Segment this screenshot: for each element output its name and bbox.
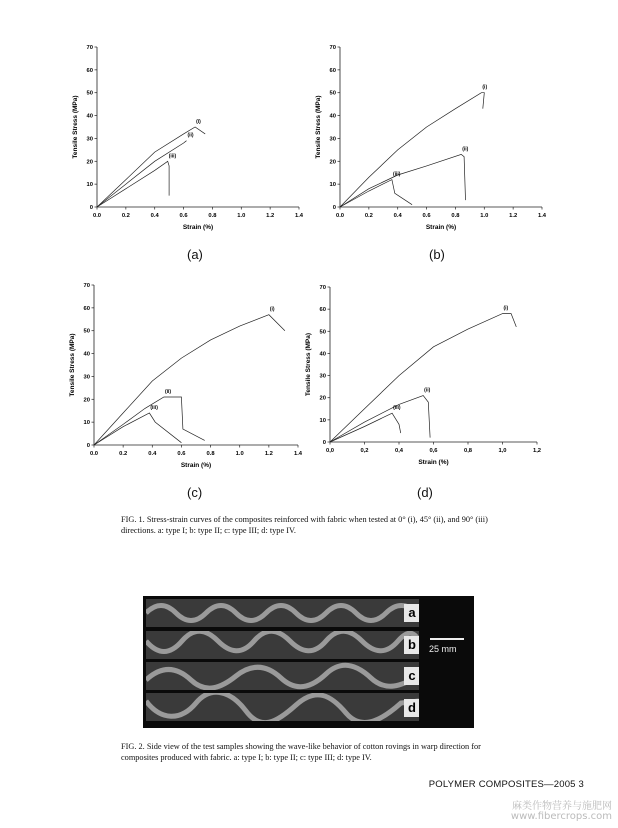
watermark-text: 麻类作物营养与施肥网 [512, 801, 612, 812]
series-label-3: (iii) [168, 153, 177, 160]
strip-label-d: d [404, 699, 419, 717]
x-tick-label: 0.6 [177, 451, 186, 457]
x-axis-title: Strain (%) [418, 459, 449, 466]
x-tick-label: 1.4 [293, 451, 303, 457]
y-tick-label: 40 [329, 113, 336, 120]
journal-footer: POLYMER COMPOSITES—2005 3 [428, 779, 584, 790]
x-tick-label: 1.0 [235, 451, 244, 457]
series-label-3: (iii) [392, 171, 401, 178]
x-tick-label: 1.2 [509, 213, 518, 219]
series-line-3 [330, 413, 401, 442]
x-tick-label: 1.4 [537, 213, 547, 219]
watermark-url: www.fibercrops.com [510, 811, 612, 822]
y-tick-label: 0 [332, 205, 336, 211]
y-axis-title: Tensile Stress (MPa) [315, 95, 322, 159]
x-tick-label: 1.4 [294, 213, 304, 219]
y-tick-label: 30 [83, 374, 90, 381]
series-label-3: (iii) [393, 405, 401, 412]
x-tick-label: 0.8 [451, 213, 460, 219]
y-tick-label: 10 [86, 182, 93, 189]
y-tick-label: 20 [329, 159, 336, 166]
x-tick-label: 0.4 [148, 451, 157, 457]
strip-label-b: b [404, 636, 419, 654]
x-tick-label: 0.2 [364, 213, 373, 219]
y-tick-label: 0 [86, 443, 90, 449]
x-tick-label: 0.8 [208, 213, 217, 219]
series-line-1 [330, 314, 516, 442]
strip-label-c: c [404, 667, 419, 685]
x-tick-label: 0.6 [422, 213, 431, 219]
x-tick-label: 0.4 [150, 213, 159, 219]
series-line-2 [94, 397, 205, 445]
y-axis-title: Tensile Stress (MPa) [305, 332, 312, 397]
x-tick-label: 0.8 [206, 451, 215, 457]
y-tick-label: 70 [86, 45, 93, 51]
series-label-2: (ii) [187, 132, 194, 139]
x-tick-label: 0,4 [394, 448, 404, 454]
y-tick-label: 60 [319, 307, 326, 314]
y-tick-label: 50 [329, 90, 336, 97]
scale-bar [430, 638, 464, 640]
series-label-1: (i) [196, 119, 201, 125]
x-tick-label: 0.2 [121, 213, 130, 219]
y-tick-label: 40 [83, 351, 90, 358]
y-tick-label: 20 [83, 397, 90, 404]
panel-letter-b: (b) [429, 247, 445, 262]
x-axis-title: Strain (%) [182, 224, 214, 231]
x-tick-label: 1.2 [264, 451, 273, 457]
series-line-3 [94, 413, 181, 445]
series-label-1: (i) [269, 306, 275, 313]
y-axis-title: Tensile Stress (MPa) [72, 95, 79, 159]
y-tick-label: 50 [86, 90, 93, 97]
y-tick-label: 30 [86, 136, 93, 143]
y-tick-label: 50 [319, 329, 326, 336]
sample-strip-b [146, 631, 419, 659]
y-tick-label: 60 [86, 67, 93, 74]
series-line-1 [94, 315, 285, 445]
scale-label: 25 mm [429, 644, 457, 654]
y-tick-label: 20 [86, 159, 93, 166]
y-tick-label: 30 [319, 373, 326, 380]
panel-letter-d: (d) [417, 485, 433, 500]
y-axis-title: Tensile Stress (MPa) [69, 333, 76, 397]
y-tick-label: 70 [329, 45, 336, 51]
x-tick-label: 0,8 [463, 448, 473, 454]
panel-letter-c: (c) [187, 485, 203, 500]
x-tick-label: 0.2 [119, 451, 128, 457]
x-tick-label: 0.0 [335, 213, 345, 219]
y-tick-label: 30 [329, 136, 336, 143]
series-line-3 [97, 161, 169, 207]
series-label-2: (ii) [462, 146, 469, 153]
series-label-1: (i) [503, 305, 509, 312]
figure-1-caption: FIG. 1. Stress-strain curves of the composites reinforced with fabric when tested at 0° (i), 45° (ii), and 90° (iii) directions. a: type I; b: type II; c: type III; d: type IV. [121, 515, 488, 535]
sample-strip-d [146, 693, 419, 721]
x-tick-label: 0.4 [393, 213, 402, 219]
x-tick-label: 0.0 [89, 451, 99, 457]
x-tick-label: 0.0 [92, 213, 102, 219]
series-line-2 [340, 154, 466, 207]
y-tick-label: 0 [322, 440, 326, 446]
y-tick-label: 10 [319, 417, 326, 424]
y-tick-label: 40 [319, 351, 326, 358]
x-axis-title: Strain (%) [425, 224, 457, 231]
series-label-3: (iii) [150, 405, 158, 411]
figure-2-photo [143, 596, 474, 728]
x-tick-label: 0,0 [325, 448, 335, 454]
series-label-2: (ii) [424, 387, 431, 394]
x-tick-label: 1,2 [532, 448, 542, 454]
y-tick-label: 10 [83, 420, 90, 427]
x-tick-label: 0,6 [429, 448, 438, 454]
x-tick-label: 1.0 [480, 213, 489, 219]
y-tick-label: 60 [83, 305, 90, 312]
x-axis-title: Strain (%) [180, 462, 212, 469]
sample-strip-c [146, 662, 419, 690]
y-tick-label: 10 [329, 182, 336, 189]
y-tick-label: 70 [319, 285, 326, 291]
x-tick-label: 1,0 [498, 448, 507, 454]
y-tick-label: 20 [319, 395, 326, 402]
series-line-3 [340, 180, 412, 207]
strip-label-a: a [404, 604, 419, 622]
x-tick-label: 0.6 [179, 213, 188, 219]
sample-strip-a [146, 599, 419, 627]
series-line-1 [97, 127, 205, 207]
y-tick-label: 50 [83, 328, 90, 335]
panel-letter-a: (a) [187, 247, 203, 262]
x-tick-label: 1.2 [266, 213, 275, 219]
y-tick-label: 40 [86, 113, 93, 120]
y-tick-label: 60 [329, 67, 336, 74]
y-tick-label: 70 [83, 283, 90, 289]
series-label-1: (i) [482, 84, 488, 91]
x-tick-label: 1.0 [237, 213, 246, 219]
y-tick-label: 0 [89, 205, 93, 211]
series-label-2: (ii) [164, 389, 172, 395]
series-line-2 [97, 141, 187, 207]
x-tick-label: 0,2 [360, 448, 369, 454]
figure-2-caption: FIG. 2. Side view of the test samples showing the wave-like behavior of cotton rovings in warp direction for composites produced with fabric. a: type I; b: type II; c: type III; d: type IV. [121, 742, 481, 762]
